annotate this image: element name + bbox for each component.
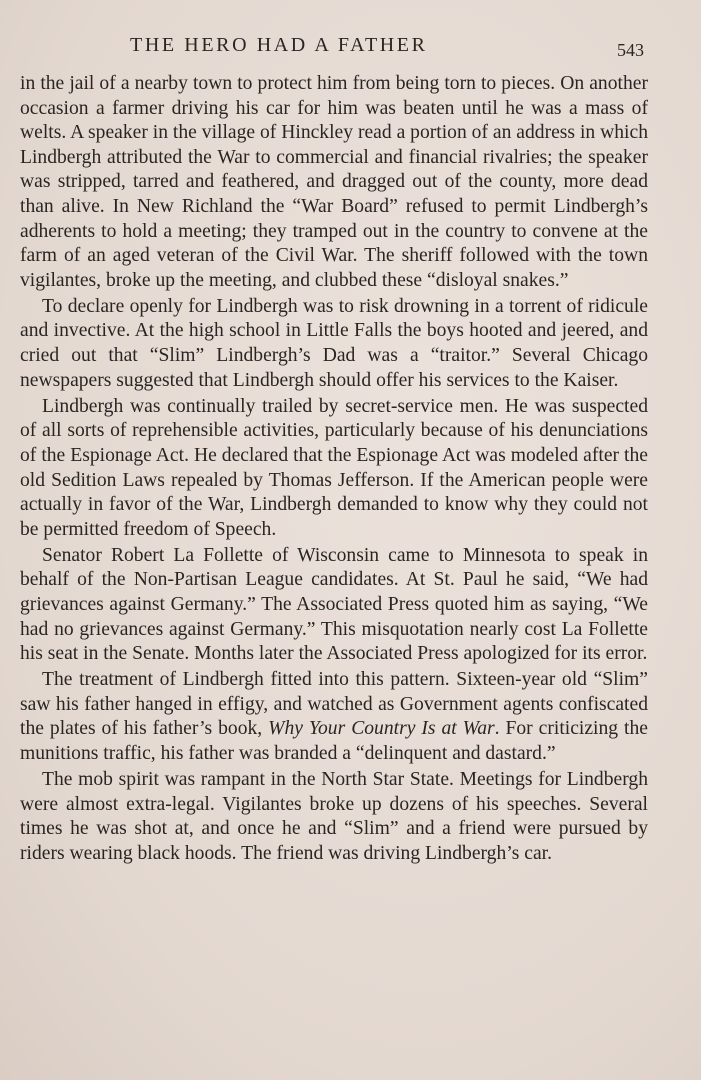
paragraph-treatment-tail: . For criticizing the munitions traffic, his father was branded a “delinquent and dastard.” xyxy=(20,718,648,765)
paragraph-mob-spirit: The mob spirit was rampant in the North Star State. Meetings for Lindbergh were almost extra-legal. Vigilantes broke up dozens of his speeches. Several times he was shot at, and once he and “Slim” and a friend were pursued by riders wearing black hoods. The friend was driving Lindbergh’s car. xyxy=(20,769,648,864)
book-page xyxy=(20,28,648,868)
paragraph-ridicule: To declare openly for Lindbergh was to risk drowning in a torrent of ridicule and invective. At the high school in Little Falls the boys hooted and jeered, and cried out that “Slim” Lindbergh’s Dad was a “traitor.” Several Chicago newspapers suggested that Lindbergh should offer his services to the Kaiser. xyxy=(20,295,648,391)
book-title: Why Your Country Is at War xyxy=(268,718,495,740)
paragraph-secret-service: Lindbergh was continually trailed by secret-service men. He was suspected of all sorts of reprehensible activities, particularly because of his denunciations of the Espionage Act. He declared that the Espionage Act was modeled after the old Sedition Laws repealed by Thomas Jefferson. If the American people were actually in favor of the War, Lindbergh demanded to know why they could not be permitted freedom of Speech. xyxy=(20,395,648,540)
body-text xyxy=(20,72,648,867)
paragraph-jail-incidents: in the jail of a nearby town to protect him from being torn to pieces. On another occasion a farmer driving his car for him was beaten until he was a mass of welts. A speaker in the village of Hinckley read a portion of an address in which Lindbergh attributed the War to commercial and financial rivalries; the speaker was stripped, tarred and feathered, and dragged out of the county, more dead than alive. In New Richland the “War Board” refused to permit Lindbergh’s adherents to hold a meeting; they tramped out in the country to convene at the farm of an aged veteran of the Civil War. The sheriff followed with the town vigilantes, broke up the meeting, and clubbed these “disloyal snakes.” xyxy=(20,73,648,291)
paragraph-treatment-text: The treatment of Lindbergh fitted into this pattern. Sixteen-year old “Slim” saw his father hanged in effigy, and watched as Government agents confiscated the plates of his father’s book, xyxy=(20,669,648,740)
paragraph-treatment xyxy=(20,668,648,766)
running-head xyxy=(20,28,648,66)
running-title: THE HERO HAD A FATHER xyxy=(130,34,428,56)
page-number: 543 xyxy=(617,40,644,60)
paragraph-la-follette: Senator Robert La Follette of Wisconsin came to Minnesota to speak in behalf of the Non-Partisan League candidates. At St. Paul he said, “We had grievances against Germany.” The Associated Press quoted him as saying, “We had no grievances against Germany.” This misquotation nearly cost La Follette his seat in the Senate. Months later the Associated Press apologized for its error. xyxy=(20,544,648,665)
